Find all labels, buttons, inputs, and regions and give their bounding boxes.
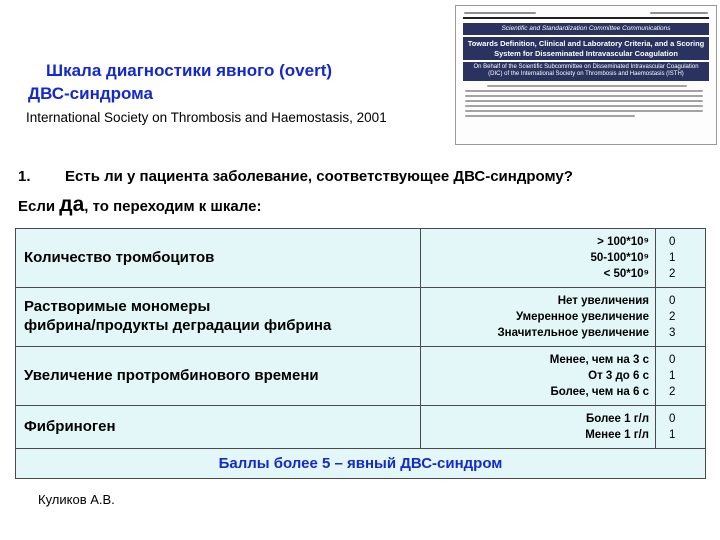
text-line-placeholder <box>465 100 703 102</box>
question-line <box>18 168 708 185</box>
row-label: Увеличение протромбинового времени <box>16 347 421 406</box>
condition-prefix: Если <box>18 198 60 215</box>
condition-line <box>18 192 708 220</box>
question-text: Есть ли у пациента заболевание, соответствующее ДВС-синдрому? <box>65 168 573 185</box>
paper-header-rule <box>463 17 709 19</box>
text-line-placeholder <box>465 115 635 117</box>
slide-subtitle: International Society on Thrombosis and Haemostasis, 2001 <box>26 110 387 125</box>
paper-banner-section: Scientific and Standardization Committee Communications <box>463 23 709 35</box>
table-row <box>16 288 706 347</box>
paper-body-text <box>463 85 709 117</box>
text-line-placeholder <box>465 110 703 112</box>
paper-preview <box>455 5 717 145</box>
row-label: Растворимые мономеры фибрина/продукты деградации фибрина <box>16 288 421 347</box>
slide-title-line2: ДВС-синдрома <box>28 83 153 103</box>
table-footer-row <box>16 449 706 479</box>
paper-banner-subtitle: On Behalf of the Scientific Subcommittee on Disseminated Intravascular Coagulation (DIC) of the International Society on Thrombosis and Haemostasis (ISTH) <box>463 62 709 81</box>
text-line-placeholder <box>465 95 703 97</box>
text-line-placeholder <box>465 105 703 107</box>
dic-score-table <box>15 228 706 479</box>
text-line-placeholder <box>487 85 687 87</box>
text-line-placeholder <box>464 12 536 14</box>
row-criteria: Нет увеличения Умеренное увеличение Значительное увеличение <box>421 288 656 347</box>
table-footer-text: Баллы более 5 – явный ДВС-синдром <box>16 449 706 479</box>
row-scores: 0 1 2 <box>656 347 706 406</box>
row-scores: 0 1 2 <box>656 229 706 288</box>
slide-title <box>28 60 458 106</box>
row-criteria: Более 1 г/л Менее 1 г/л <box>421 406 656 449</box>
row-criteria: > 100*10⁹ 50-100*10⁹ < 50*10⁹ <box>421 229 656 288</box>
paper-banner-title: Towards Definition, Clinical and Laboratory Criteria, and a Scoring System for Disseminated Intravascular Coagulation <box>463 37 709 60</box>
paper-header-meta <box>464 12 708 14</box>
slide-title-line1: Шкала диагностики явного (overt) <box>46 61 333 80</box>
condition-suffix: , то переходим к шкале: <box>84 198 262 215</box>
row-label: Фибриноген <box>16 406 421 449</box>
question-number: 1. <box>18 168 31 185</box>
table-row <box>16 347 706 406</box>
text-line-placeholder <box>650 12 708 14</box>
row-scores: 0 2 3 <box>656 288 706 347</box>
author-credit: Куликов А.В. <box>38 492 115 507</box>
row-criteria: Менее, чем на 3 с От 3 до 6 с Более, чем на 6 с <box>421 347 656 406</box>
table-row <box>16 229 706 288</box>
row-label: Количество тромбоцитов <box>16 229 421 288</box>
row-scores: 0 1 <box>656 406 706 449</box>
condition-emphasis: да <box>59 193 85 216</box>
table-row <box>16 406 706 449</box>
text-line-placeholder <box>465 90 703 92</box>
